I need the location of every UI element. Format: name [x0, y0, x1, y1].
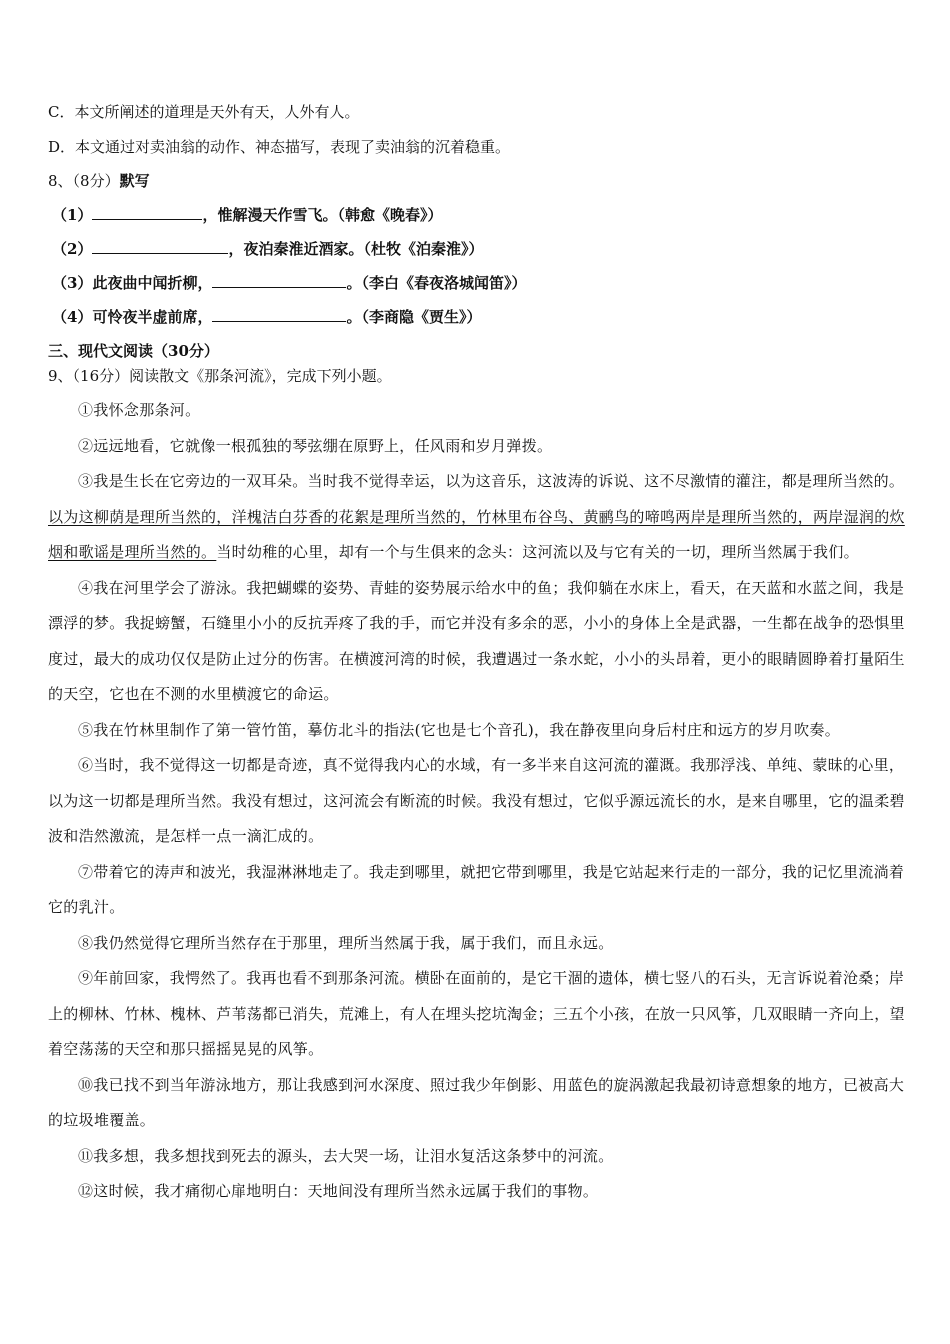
passage-paragraph-8: ⑧我仍然觉得它理所当然存在于那里，理所当然属于我，属于我们，而且永远。: [78, 933, 614, 952]
passage-paragraph-4: ④我在河里学会了游泳。我把蝴蝶的姿势、青蛙的姿势展示给水中的鱼；我仰躺在水床上，看天，在天蓝和水蓝之间，我是漂浮的梦。我捉螃蟹，石缝里小小的反抗弄疼了我的手，而它并没有多余的恶，小小的身体上全是武器，一生都在战争的恐惧里度过，最大的成功仅仅是防止过分的伤害。在横渡河湾的时候，我遭遇过一条水蛇，小小的头昂着，更小的眼睛圆睁着打量陌生的天空，它也在不测的水里横渡它的命运。: [48, 578, 905, 703]
passage-paragraph-1: ①我怀念那条河。: [78, 401, 201, 419]
dictation-item-number: （2）: [52, 240, 93, 258]
dictation-item-prefix: 可怜夜半虚前席，: [92, 308, 213, 326]
dictation-item-4: [52, 307, 910, 327]
underlined-sentence: 以为这柳荫是理所当然的，洋槐洁白芬香的花絮是理所当然的，竹林里布谷鸟、黄鹂鸟的啼鸣两岸是理所当然的，两岸湿润的炊烟和歌谣是理所当然的。: [48, 507, 905, 561]
dictation-item-text: 。（李白《春夜洛城闻笛》）: [346, 274, 527, 292]
passage-paragraph-2: ②远远地看，它就像一根孤独的琴弦绷在原野上，任风雨和岁月弹拨。: [78, 436, 553, 455]
answer-blank: [92, 239, 228, 254]
passage-paragraph-6: ⑥当时，我不觉得这一切都是奇迹，真不觉得我内心的水域，有一多半来自这河流的灌溉。我那浮浅、单纯、蒙昧的心里，以为这一切都是理所当然。我没有想过，这河流会有断流的时候。我没有想过，它似乎源远流长的水，是来自哪里，它的温柔碧波和浩然激流，是怎样一点一滴汇成的。: [48, 756, 905, 845]
paragraph-3-text: ③我是生长在它旁边的一双耳朵。当时我不觉得幸运，以为这音乐，这波涛的诉说、这不尽激情的灌注，都是理所当然的。: [78, 472, 905, 490]
option-c: C．本文所阐述的道理是天外有天，人外有人。: [48, 103, 360, 121]
answer-blank: [92, 205, 202, 220]
dictation-item-text: ，夜泊秦淮近酒家。（杜牧《泊秦淮》）: [228, 240, 484, 258]
dictation-item-number: （4）: [52, 308, 93, 326]
dictation-item-3: [52, 273, 910, 293]
passage-paragraph-9: ⑨年前回家，我愕然了。我再也看不到那条河流。横卧在面前的，是它干涸的遗体，横七竖八的石头，无言诉说着沧桑；岸上的柳林、竹林、槐林、芦苇荡都已消失，荒滩上，有人在埋头挖坑淘金；三五个小孩，在放一只风筝，几双眼睛一齐向上，望着空荡荡的天空和那只摇摇晃晃的风筝。: [48, 969, 905, 1058]
paragraph-3-text-end: 当时幼稚的心里，却有一个与生俱来的念头：这河流以及与它有关的一切，理所当然属于我们。: [216, 543, 859, 561]
section-heading: 三、现代文阅读（30分）: [48, 342, 219, 360]
question-8-title: 默写: [119, 172, 150, 190]
passage-paragraph-11: ⑪我多想，我多想找到死去的源头，去大哭一场，让泪水复活这条梦中的河流。: [78, 1146, 614, 1165]
question-8-number: 8、（8分）: [48, 172, 120, 190]
passage-paragraph-5: ⑤我在竹林里制作了第一管竹笛，摹仿北斗的指法(它也是七个音孔)，我在静夜里向身后村庄和远方的岁月吹奏。: [78, 720, 841, 739]
dictation-item-number: （3）: [52, 274, 93, 292]
option-d: D．本文通过对卖油翁的动作、神态描写，表现了卖油翁的沉着稳重。: [48, 138, 511, 156]
answer-blank: [212, 307, 346, 322]
passage-paragraph-7: ⑦带着它的涛声和波光，我湿淋淋地走了。我走到哪里，就把它带到哪里，我是它站起来行走的一部分，我的记忆里流淌着它的乳汁。: [48, 862, 905, 916]
question-8-header: [48, 171, 910, 191]
dictation-item-text: 。（李商隐《贾生》）: [346, 308, 482, 326]
answer-blank: [212, 273, 346, 288]
question-9-intro: 9、（16分）阅读散文《那条河流》，完成下列小题。: [48, 367, 392, 385]
dictation-item-1: [52, 205, 910, 225]
passage-paragraph-10: ⑩我已找不到当年游泳地方，那让我感到河水深度、照过我少年倒影、用蓝色的旋涡激起我最初诗意想象的地方，已被高大的垃圾堆覆盖。: [48, 1075, 905, 1129]
passage-paragraph-12: ⑫这时候，我才痛彻心扉地明白：天地间没有理所当然永远属于我们的事物。: [78, 1182, 599, 1200]
dictation-item-number: （1）: [52, 206, 93, 224]
dictation-item-prefix: 此夜曲中闻折柳，: [92, 274, 213, 292]
dictation-item-text: ，惟解漫天作雪飞。（韩愈《晚春》）: [202, 206, 443, 224]
dictation-item-2: [52, 239, 910, 259]
passage-paragraph-3: [48, 464, 906, 571]
passage: [48, 393, 906, 1210]
